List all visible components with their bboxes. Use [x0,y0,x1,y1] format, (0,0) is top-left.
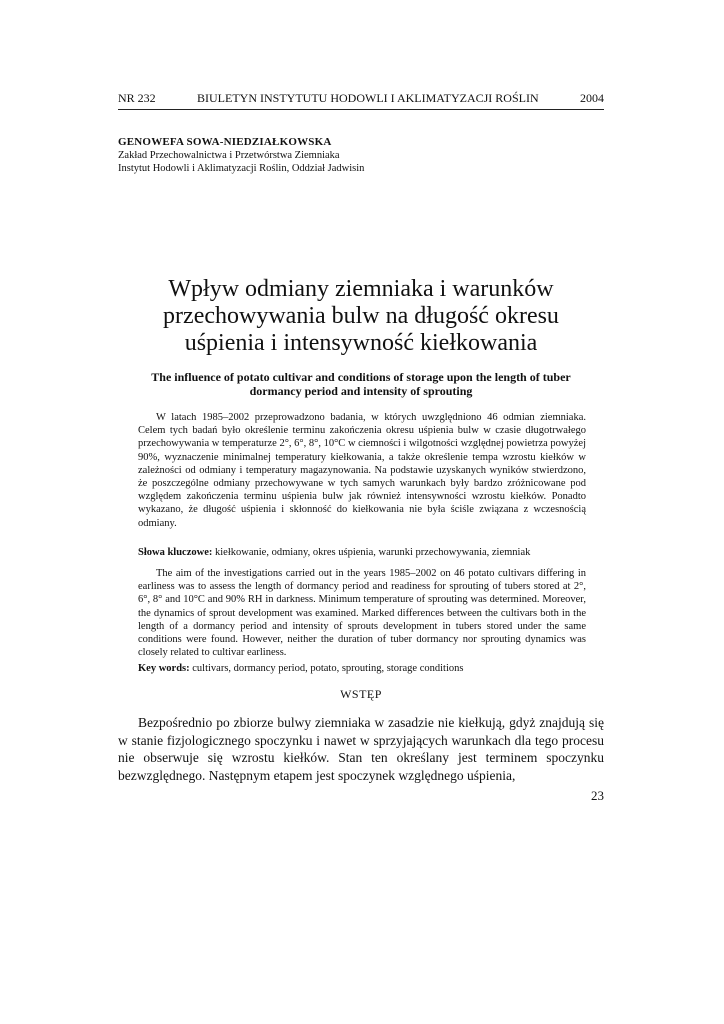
author-block [118,136,364,175]
issue-number: NR 232 [118,91,156,105]
body-paragraph: Bezpośrednio po zbiorze bulwy ziemniaka w zasadzie nie kiełkują, gdyż znajdują się w stanie fizjologicznego spoczynku i nawet w sprzyjających warunkach dla tego procesu nie obserwuje się wzrostu kiełków. Stan ten określany jest terminem spoczynku bezwzględnego. Następnym etapem jest spoczynek względnego uśpienia, [118,715,604,783]
body-text [118,714,604,784]
page-number: 23 [591,788,604,803]
section-heading: WSTĘP [340,687,382,701]
title-line-3: uśpienia i intensywność kiełkowania [184,330,538,356]
author-name: GENOWEFA SOWA-NIEDZIAŁKOWSKA [118,136,332,148]
keywords-english-text: cultivars, dormancy period, potato, sprouting, storage conditions [189,663,464,674]
abstract-english-text: The aim of the investigations carried out in the years 1985–2002 on 46 potato cultivars differing in earliness was to assess the length of dormancy period and readiness for sprouting of tubers stored at 2°, 6°, 8° and 10°C and 90% RH in darkness. Minimum temperature of sprouting was determined. Moreover, the dynamics of sprout development was examined. Marked differences between the cultivars both in the length of a dormancy period and intensity of sprouts development in tubers stored under the same conditions were found. However, neither the duration of tuber dormancy nor sprouting dynamics was closely related to cultivar earliness. [138,568,586,659]
english-title-line-2: dormancy period and intensity of sprouting [249,384,473,398]
keywords-english-label: Key words: [138,663,190,674]
keywords-polish-text: kiełkowanie, odmiany, okres uśpienia, warunki przechowywania, ziemniak [212,547,531,558]
keywords-polish [138,546,586,559]
abstract-english [138,567,586,659]
title-line-2: przechowywania bulw na długość okresu [163,303,559,329]
keywords-english [138,662,586,675]
paper-title [118,276,604,357]
abstract-polish-text: W latach 1985–2002 przeprowadzono badania, w których uwzględniono 46 odmian ziemniaka. Celem tych badań było określenie terminu zakończenia okresu uśpienia bulw w czasie długotrwałego przechowywania w temperaturze 2°, 6°, 8°, 10°C w ciemności i wilgotności względnej powietrza powyżej 90%, wyznaczenie minimalnej temperatury kiełkowania, a także określenie tempa wzrostu kiełków w zależności od odmiany i temperatury magazynowania. Na podstawie uzyskanych wyników stwierdzono, że poszczególne odmiany przechowywane w tych samych warunkach były bardzo zróżnicowane pod względem zakończenia terminu uśpienia bulw jak również intensywności wzrostu kiełków. Ponadto wykazano, że długość uśpienia i skłonność do kiełkowania nie była ściśle związana z wczesnością odmiany. [138,412,586,529]
english-title [118,370,604,398]
title-line-1: Wpływ odmiany ziemniaka i warunków [168,276,554,302]
affiliation-line-1: Zakład Przechowalnictwa i Przetwórstwa Ziemniaka [118,150,340,161]
running-header [118,91,604,110]
english-title-line-1: The influence of potato cultivar and conditions of storage upon the length of tuber [151,370,571,384]
journal-name: BIULETYN INSTYTUTU HODOWLI I AKLIMATYZACJI ROŚLIN [197,91,539,105]
abstract-polish [138,411,586,530]
keywords-polish-label: Słowa kluczowe: [138,547,213,558]
journal-year: 2004 [579,91,604,105]
affiliation-line-2: Instytut Hodowli i Aklimatyzacji Roślin, Oddział Jadwisin [118,163,365,174]
